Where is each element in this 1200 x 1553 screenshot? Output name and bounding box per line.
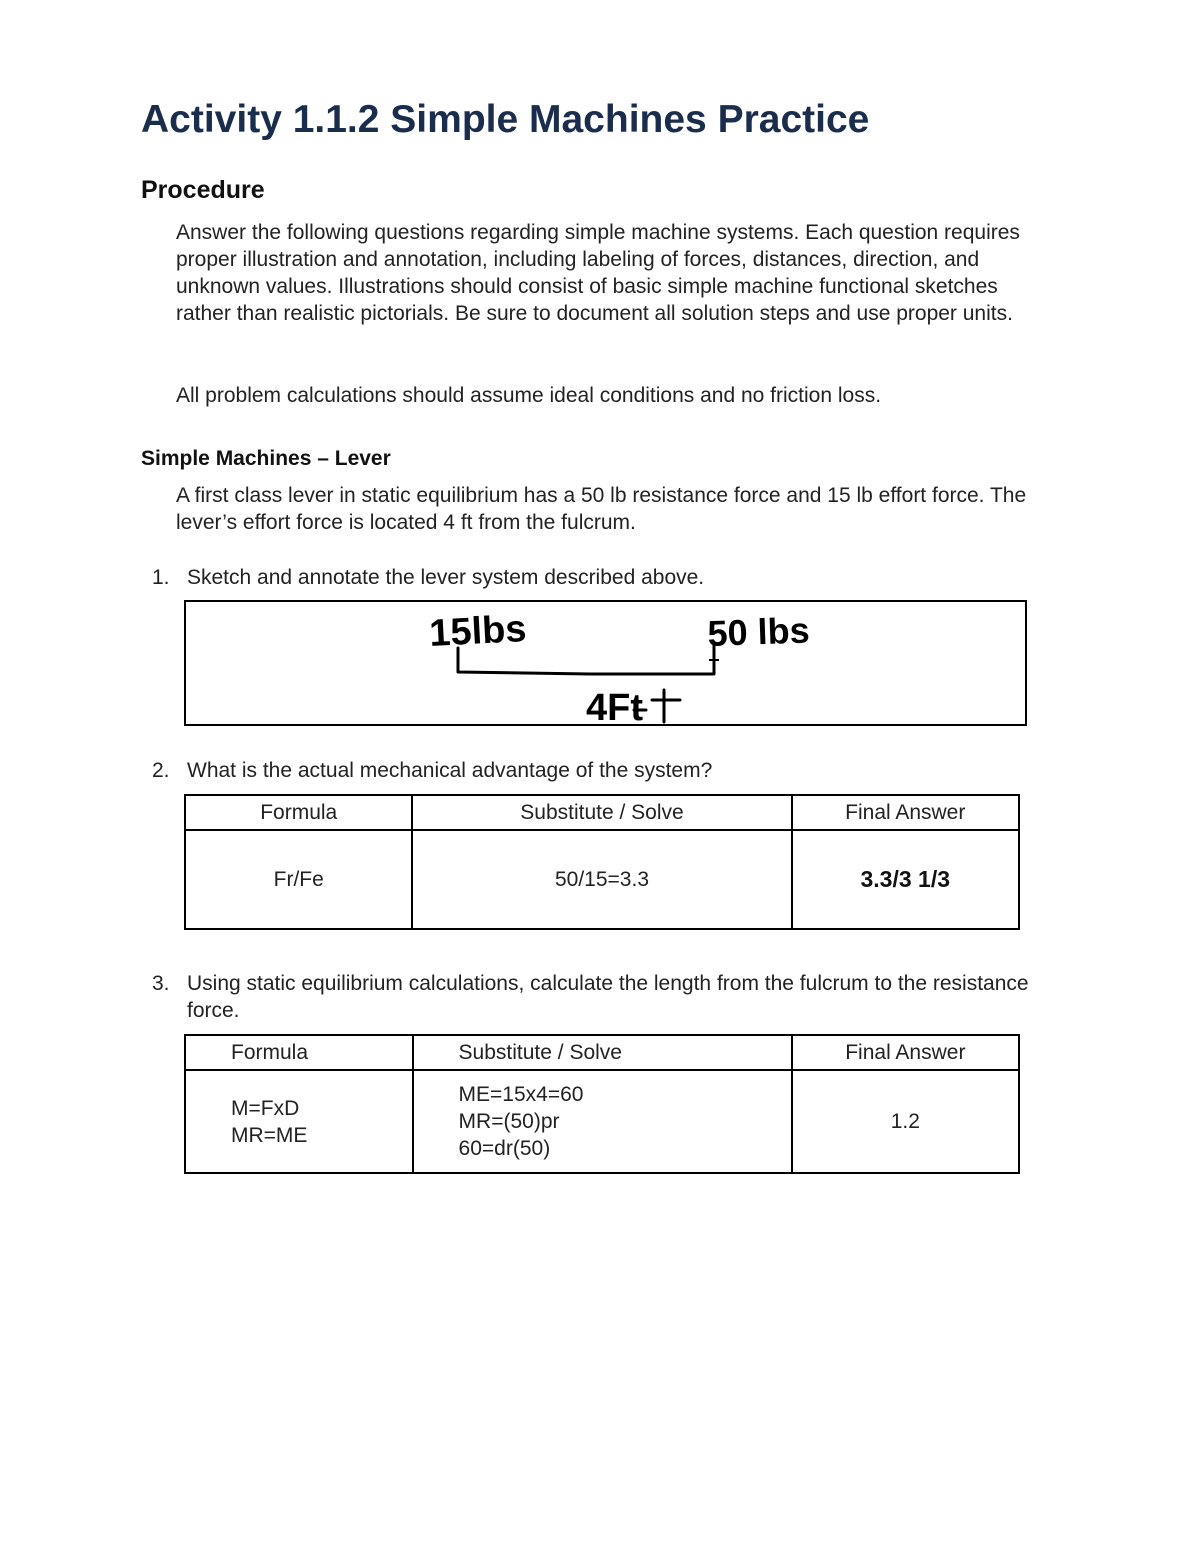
lever-intro-paragraph: A first class lever in static equilibrium has a 50 lb resistance force and 15 lb effort force. The lever’s effort force is located 4 ft from the fulcrum. (176, 484, 1027, 534)
mechanical-advantage-table (184, 794, 1020, 930)
effort-force-label: 15lbs (428, 607, 528, 655)
resistance-length-table (184, 1034, 1020, 1174)
question-number: 1. (152, 566, 170, 589)
lever-section-heading: Simple Machines – Lever (141, 447, 391, 470)
header-final-answer: Final Answer (792, 1035, 1019, 1070)
formula-cell (185, 1070, 413, 1173)
header-formula: Formula (185, 1035, 413, 1070)
page-title: Activity 1.1.2 Simple Machines Practice (141, 98, 870, 141)
question-text: What is the actual mechanical advantage of the system? (187, 759, 713, 782)
header-substitute-solve: Substitute / Solve (413, 1035, 792, 1070)
lever-sketch-box (184, 600, 1027, 726)
table-header-row (185, 1035, 1019, 1070)
procedure-paragraph: Answer the following questions regarding simple machine systems. Each question requires proper illustration and annotation, including labeling of forces, distances, direction, and unknown values. Illustrations should consist of basic simple machine functional sketches rather than realistic pictorials. Be sure to document all solution steps and use proper units. (176, 221, 1020, 325)
formula-line: MR=ME (231, 1123, 308, 1147)
question-number: 2. (152, 759, 170, 782)
solve-cell: 50/15=3.3 (412, 830, 791, 929)
table-row (185, 1070, 1019, 1173)
table-header-row (185, 795, 1019, 830)
header-final-answer: Final Answer (792, 795, 1019, 830)
final-answer-cell: 1.2 (792, 1070, 1019, 1173)
question-text: Using static equilibrium calculations, calculate the length from the fulcrum to the resistance force. (187, 972, 1029, 1022)
assumption-paragraph: All problem calculations should assume ideal conditions and no friction loss. (176, 384, 882, 407)
question-number: 3. (152, 972, 170, 995)
lever-sketch-drawing (186, 602, 1029, 728)
procedure-heading: Procedure (141, 176, 265, 204)
solve-line: 60=dr(50) (458, 1137, 551, 1160)
solve-cell (413, 1070, 792, 1173)
final-answer-cell: 3.3/3 1/3 (792, 830, 1019, 929)
formula-cell: Fr/Fe (185, 830, 412, 929)
header-substitute-solve: Substitute / Solve (412, 795, 791, 830)
question-text: Sketch and annotate the lever system described above. (187, 566, 705, 589)
formula-line: M=FxD (231, 1096, 300, 1120)
resistance-force-label: 50 lbs (706, 609, 811, 654)
table-row (185, 830, 1019, 929)
distance-label: 4Ft (586, 687, 643, 728)
solve-line: ME=15x4=60 (458, 1083, 584, 1106)
solve-line: MR=(50)pr (458, 1110, 560, 1133)
header-formula: Formula (185, 795, 412, 830)
